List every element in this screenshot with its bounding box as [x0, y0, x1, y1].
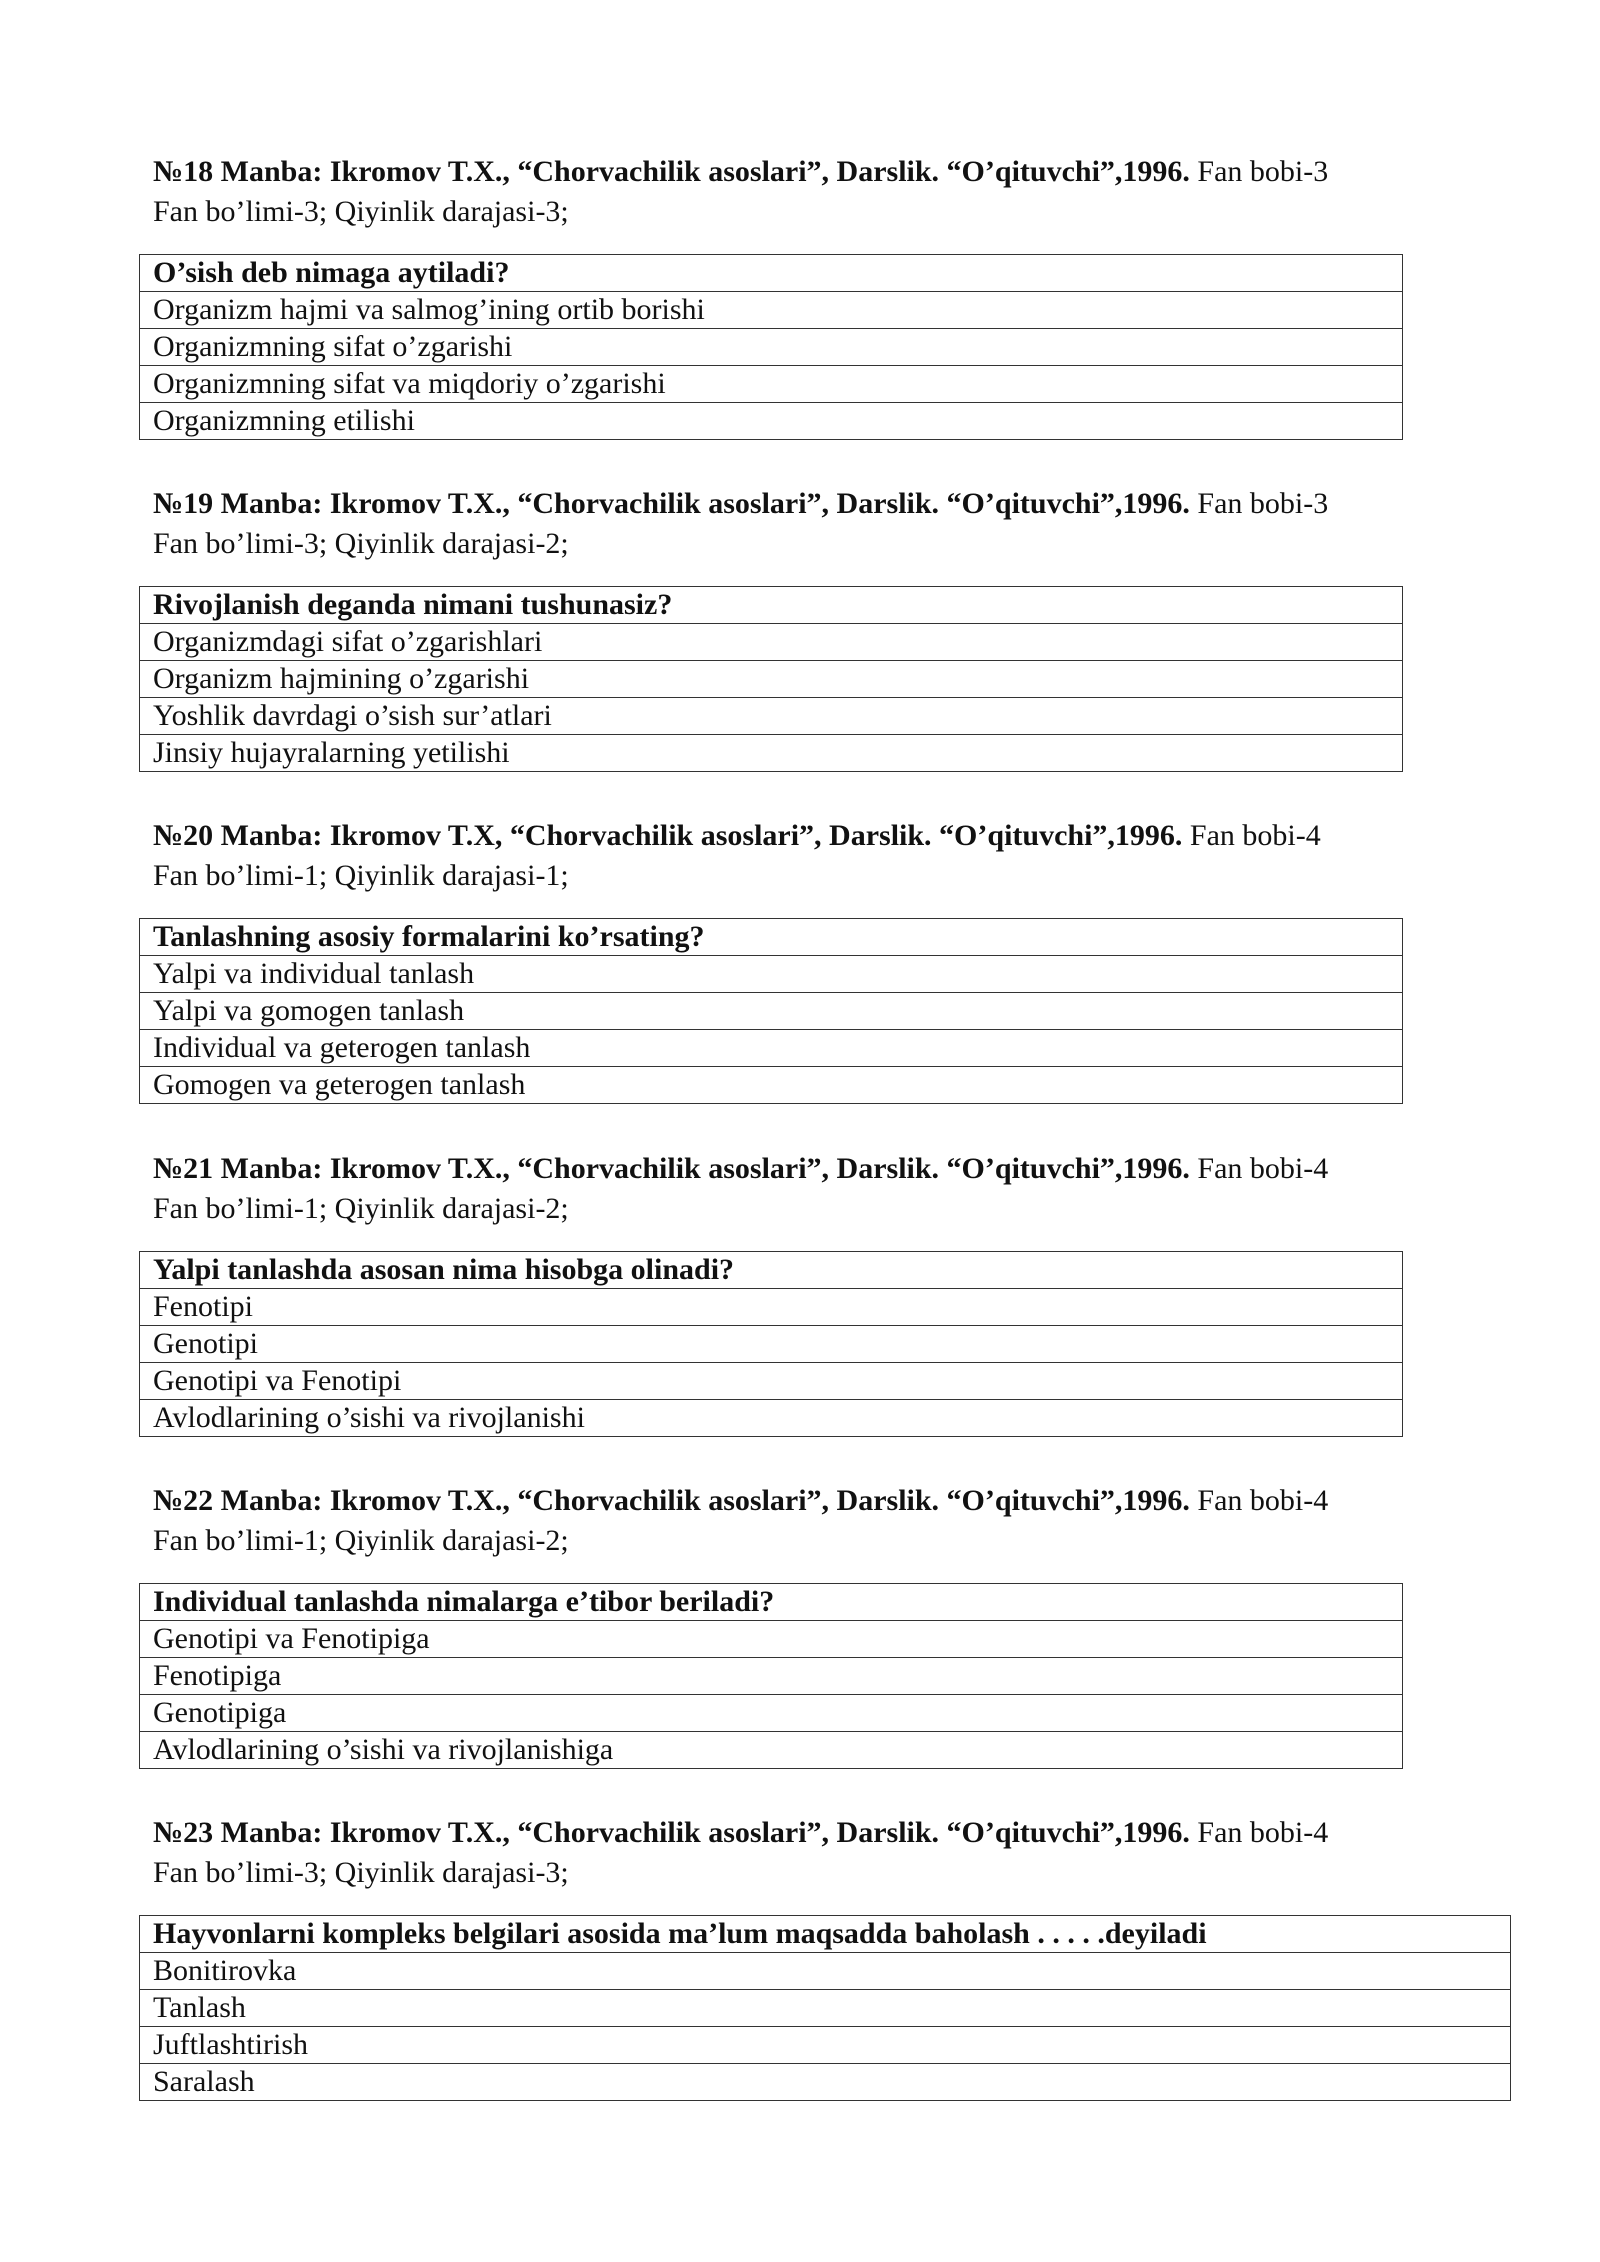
question-source: Manba: Ikromov T.X., “Chorvachilik asoslari”, Darslik. “O’qituvchi”,1996. — [220, 155, 1190, 188]
answer-option: Avlodlarining o’sishi va rivojlanishiga — [140, 1732, 1403, 1769]
answer-option: Juftlashtirish — [140, 2027, 1511, 2064]
question-header — [153, 1481, 1453, 1561]
answer-option: Individual va geterogen tanlash — [140, 1030, 1403, 1067]
answer-option: Gomogen va geterogen tanlash — [140, 1067, 1403, 1104]
answer-option: Yalpi va individual tanlash — [140, 956, 1403, 993]
answer-option: Bonitirovka — [140, 1953, 1511, 1990]
question-text: Individual tanlashda nimalarga e’tibor beriladi? — [140, 1584, 1403, 1621]
answer-option: Organizmning sifat o’zgarishi — [140, 329, 1403, 366]
answer-option: Organizmning etilishi — [140, 403, 1403, 440]
question-number: №22 — [153, 1484, 214, 1517]
question-number: №18 — [153, 155, 214, 188]
question-table — [139, 1583, 1403, 1769]
answer-option: Fenotipi — [140, 1289, 1403, 1326]
question-source: Manba: Ikromov T.X., “Chorvachilik asoslari”, Darslik. “O’qituvchi”,1996. — [220, 487, 1190, 520]
answer-option: Genotipi va Fenotipiga — [140, 1621, 1403, 1658]
question-meta: Fan bo’limi-3; Qiyinlik darajasi-3; — [153, 1856, 569, 1889]
question-number: №21 — [153, 1152, 214, 1185]
question-table — [139, 918, 1403, 1104]
answer-option: Genotipi va Fenotipi — [140, 1363, 1403, 1400]
question-header — [153, 1149, 1453, 1229]
question-header — [153, 816, 1453, 896]
question-section: Fan bobi-4 — [1197, 1152, 1329, 1185]
question-section: Fan bobi-4 — [1189, 819, 1321, 852]
answer-option: Organizmning sifat va miqdoriy o’zgarishi — [140, 366, 1403, 403]
question-text: Tanlashning asosiy formalarini ko’rsating? — [140, 919, 1403, 956]
question-section: Fan bobi-3 — [1197, 487, 1329, 520]
question-meta: Fan bo’limi-1; Qiyinlik darajasi-2; — [153, 1524, 569, 1557]
question-source: Manba: Ikromov T.X., “Chorvachilik asoslari”, Darslik. “O’qituvchi”,1996. — [220, 1484, 1190, 1517]
question-table — [139, 1251, 1403, 1437]
answer-option: Genotipiga — [140, 1695, 1403, 1732]
question-source: Manba: Ikromov T.X, “Chorvachilik asoslari”, Darslik. “O’qituvchi”,1996. — [220, 819, 1183, 852]
answer-option: Yoshlik davrdagi o’sish sur’atlari — [140, 698, 1403, 735]
question-meta: Fan bo’limi-1; Qiyinlik darajasi-2; — [153, 1192, 569, 1225]
question-table — [139, 254, 1403, 440]
answer-option: Jinsiy hujayralarning yetilishi — [140, 735, 1403, 772]
answer-option: Tanlash — [140, 1990, 1511, 2027]
question-text: O’sish deb nimaga aytiladi? — [140, 255, 1403, 292]
answer-option: Organizm hajmining o’zgarishi — [140, 661, 1403, 698]
question-text: Yalpi tanlashda asosan nima hisobga olinadi? — [140, 1252, 1403, 1289]
answer-option: Saralash — [140, 2064, 1511, 2101]
question-text: Rivojlanish deganda nimani tushunasiz? — [140, 587, 1403, 624]
question-source: Manba: Ikromov T.X., “Chorvachilik asoslari”, Darslik. “O’qituvchi”,1996. — [220, 1152, 1190, 1185]
question-meta: Fan bo’limi-3; Qiyinlik darajasi-3; — [153, 195, 569, 228]
question-source: Manba: Ikromov T.X., “Chorvachilik asoslari”, Darslik. “O’qituvchi”,1996. — [220, 1816, 1190, 1849]
answer-option: Yalpi va gomogen tanlash — [140, 993, 1403, 1030]
question-header — [153, 484, 1453, 564]
answer-option: Organizmdagi sifat o’zgarishlari — [140, 624, 1403, 661]
question-text: Hayvonlarni kompleks belgilari asosida ma’lum maqsadda baholash . . . . .deyiladi — [140, 1916, 1511, 1953]
question-number: №23 — [153, 1816, 214, 1849]
question-table — [139, 586, 1403, 772]
question-section: Fan bobi-4 — [1197, 1816, 1329, 1849]
question-table — [139, 1915, 1511, 2101]
question-meta: Fan bo’limi-1; Qiyinlik darajasi-1; — [153, 859, 569, 892]
answer-option: Organizm hajmi va salmog’ining ortib borishi — [140, 292, 1403, 329]
question-number: №19 — [153, 487, 214, 520]
question-header — [153, 1813, 1453, 1893]
question-header — [153, 152, 1453, 232]
question-number: №20 — [153, 819, 214, 852]
answer-option: Avlodlarining o’sishi va rivojlanishi — [140, 1400, 1403, 1437]
question-section: Fan bobi-3 — [1197, 155, 1329, 188]
answer-option: Genotipi — [140, 1326, 1403, 1363]
answer-option: Fenotipiga — [140, 1658, 1403, 1695]
question-meta: Fan bo’limi-3; Qiyinlik darajasi-2; — [153, 527, 569, 560]
question-section: Fan bobi-4 — [1197, 1484, 1329, 1517]
